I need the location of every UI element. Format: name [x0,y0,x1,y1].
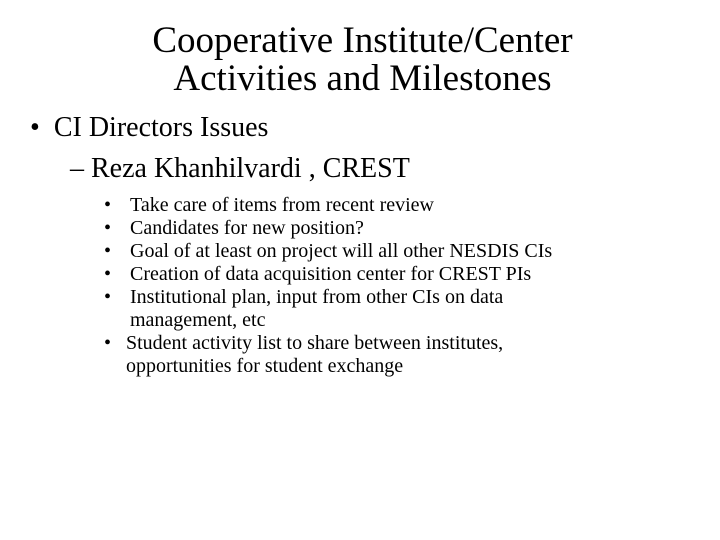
list-item-text-line-1: Institutional plan, input from other CIs on data [130,286,504,308]
bullet-text: CI Directors Issues [53,112,269,143]
list-item [100,332,704,378]
list-item [104,194,704,217]
list-item [104,217,704,240]
list-item-text-line-1: Student activity list to share between institutes, [126,332,504,354]
sub-sub-bullet-list [104,194,704,378]
list-item-text-line-2: management, etc [130,309,266,331]
sub-bullet-text: Reza Khanhilvardi , CREST [91,153,410,184]
bullet-marker: • [30,112,40,143]
list-item [104,286,704,332]
bullet-marker: • [104,286,112,308]
bullet-marker: • [104,332,112,354]
bullet-marker: • [104,217,112,239]
list-item-text-line-2: opportunities for student exchange [126,355,404,377]
list-item [104,263,704,286]
list-item-text: Candidates for new position? [130,217,364,239]
title-line-2: Activities and Milestones [173,58,552,99]
bullet-marker: • [104,263,112,285]
list-item-text: Goal of at least on project will all other NESDIS CIs [130,240,553,262]
bullet-marker: • [104,194,112,216]
sub-bullet-reza [70,153,410,185]
list-item [104,240,704,263]
bullet-marker: • [104,240,112,262]
slide-title [0,22,720,98]
list-item-text: Take care of items from recent review [130,194,434,216]
title-line-1: Cooperative Institute/Center [152,20,573,61]
bullet-ci-directors-issues [30,112,268,144]
list-item-text: Creation of data acquisition center for CREST PIs [130,263,532,285]
dash-marker: – [70,153,84,184]
